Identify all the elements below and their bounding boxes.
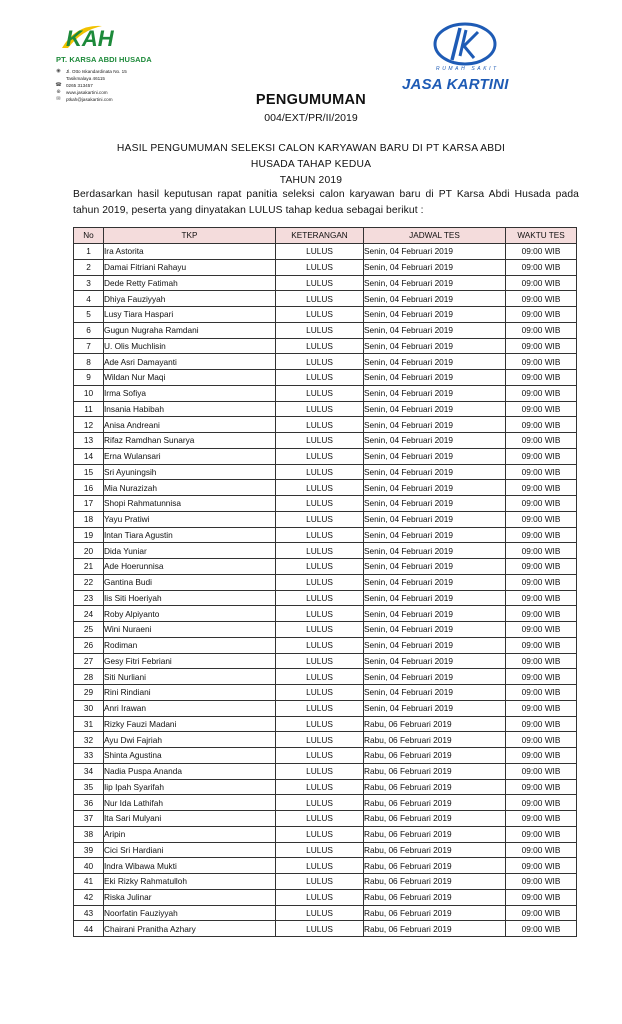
cell-jadwal: Senin, 04 Februari 2019 — [364, 669, 506, 685]
cell-keterangan: LULUS — [276, 448, 364, 464]
kah-logo — [58, 22, 148, 52]
table-row — [74, 574, 577, 590]
cell-name: Ade Hoerunnisa — [104, 559, 276, 575]
cell-waktu: 09:00 WIB — [506, 826, 577, 842]
cell-name: Riska Julinar — [104, 889, 276, 905]
cell-keterangan: LULUS — [276, 322, 364, 338]
cell-waktu: 09:00 WIB — [506, 779, 577, 795]
cell-jadwal: Senin, 04 Februari 2019 — [364, 448, 506, 464]
cell-jadwal: Senin, 04 Februari 2019 — [364, 322, 506, 338]
cell-no: 38 — [74, 826, 104, 842]
table-row — [74, 622, 577, 638]
cell-jadwal: Senin, 04 Februari 2019 — [364, 275, 506, 291]
table-row — [74, 590, 577, 606]
cell-waktu: 09:00 WIB — [506, 637, 577, 653]
cell-waktu: 09:00 WIB — [506, 291, 577, 307]
cell-name: Irma Sofiya — [104, 385, 276, 401]
cell-jadwal: Rabu, 06 Februari 2019 — [364, 826, 506, 842]
cell-no: 16 — [74, 480, 104, 496]
cell-jadwal: Senin, 04 Februari 2019 — [364, 527, 506, 543]
table-row — [74, 307, 577, 323]
cell-keterangan: LULUS — [276, 874, 364, 890]
cell-keterangan: LULUS — [276, 842, 364, 858]
cell-keterangan: LULUS — [276, 511, 364, 527]
cell-waktu: 09:00 WIB — [506, 448, 577, 464]
cell-jadwal: Senin, 04 Februari 2019 — [364, 417, 506, 433]
cell-keterangan: LULUS — [276, 496, 364, 512]
cell-jadwal: Senin, 04 Februari 2019 — [364, 496, 506, 512]
cell-no: 37 — [74, 811, 104, 827]
table-row — [74, 874, 577, 890]
cell-jadwal: Senin, 04 Februari 2019 — [364, 653, 506, 669]
table-row — [74, 496, 577, 512]
cell-name: Lusy Tiara Haspari — [104, 307, 276, 323]
cell-waktu: 09:00 WIB — [506, 685, 577, 701]
cell-jadwal: Rabu, 06 Februari 2019 — [364, 889, 506, 905]
table-row — [74, 637, 577, 653]
cell-keterangan: LULUS — [276, 433, 364, 449]
cell-no: 19 — [74, 527, 104, 543]
cell-name: Ade Asri Damayanti — [104, 354, 276, 370]
table-row — [74, 858, 577, 874]
cell-name: Shinta Agustina — [104, 748, 276, 764]
table-row — [74, 685, 577, 701]
cell-name: Rodiman — [104, 637, 276, 653]
cell-no: 29 — [74, 685, 104, 701]
cell-no: 8 — [74, 354, 104, 370]
cell-name: Nur Ida Lathifah — [104, 795, 276, 811]
results-table — [73, 227, 577, 937]
cell-no: 17 — [74, 496, 104, 512]
cell-waktu: 09:00 WIB — [506, 748, 577, 764]
hospital-name: JASA KARTINI — [402, 76, 509, 93]
cell-keterangan: LULUS — [276, 385, 364, 401]
cell-keterangan: LULUS — [276, 259, 364, 275]
cell-name: Ira Astorita — [104, 244, 276, 260]
cell-no: 21 — [74, 559, 104, 575]
cell-no: 40 — [74, 858, 104, 874]
cell-waktu: 09:00 WIB — [506, 496, 577, 512]
cell-no: 28 — [74, 669, 104, 685]
cell-waktu: 09:00 WIB — [506, 259, 577, 275]
cell-keterangan: LULUS — [276, 338, 364, 354]
cell-waktu: 09:00 WIB — [506, 307, 577, 323]
cell-no: 18 — [74, 511, 104, 527]
cell-no: 43 — [74, 905, 104, 921]
cell-keterangan: LULUS — [276, 732, 364, 748]
cell-keterangan: LULUS — [276, 275, 364, 291]
cell-jadwal: Rabu, 06 Februari 2019 — [364, 811, 506, 827]
cell-name: Noorfatin Fauziyyah — [104, 905, 276, 921]
cell-keterangan: LULUS — [276, 574, 364, 590]
table-row — [74, 606, 577, 622]
cell-jadwal: Senin, 04 Februari 2019 — [364, 700, 506, 716]
cell-name: Indra Wibawa Mukti — [104, 858, 276, 874]
cell-waktu: 09:00 WIB — [506, 275, 577, 291]
cell-keterangan: LULUS — [276, 685, 364, 701]
cell-name: Dede Retty Fatimah — [104, 275, 276, 291]
table-row — [74, 763, 577, 779]
cell-keterangan: LULUS — [276, 779, 364, 795]
cell-waktu: 09:00 WIB — [506, 921, 577, 937]
cell-jadwal: Senin, 04 Februari 2019 — [364, 433, 506, 449]
cell-no: 39 — [74, 842, 104, 858]
table-row — [74, 448, 577, 464]
cell-jadwal: Senin, 04 Februari 2019 — [364, 480, 506, 496]
cell-jadwal: Senin, 04 Februari 2019 — [364, 543, 506, 559]
document-reference: 004/EXT/PR/II/2019 — [264, 112, 358, 124]
jasa-kartini-logo — [430, 22, 500, 66]
table-row — [74, 259, 577, 275]
cell-name: Insania Habibah — [104, 401, 276, 417]
cell-keterangan: LULUS — [276, 291, 364, 307]
cell-name: Siti Nurliani — [104, 669, 276, 685]
cell-waktu: 09:00 WIB — [506, 653, 577, 669]
table-body — [74, 244, 577, 937]
cell-name: Rifaz Ramdhan Sunarya — [104, 433, 276, 449]
cell-jadwal: Senin, 04 Februari 2019 — [364, 354, 506, 370]
cell-jadwal: Senin, 04 Februari 2019 — [364, 574, 506, 590]
cell-waktu: 09:00 WIB — [506, 417, 577, 433]
cell-name: Wini Nuraeni — [104, 622, 276, 638]
cell-no: 7 — [74, 338, 104, 354]
cell-no: 20 — [74, 543, 104, 559]
cell-no: 31 — [74, 716, 104, 732]
cell-name: Eki Rizky Rahmatulloh — [104, 874, 276, 890]
cell-waktu: 09:00 WIB — [506, 700, 577, 716]
table-row — [74, 480, 577, 496]
cell-waktu: 09:00 WIB — [506, 669, 577, 685]
cell-name: Ayu Dwi Fajriah — [104, 732, 276, 748]
cell-no: 30 — [74, 700, 104, 716]
heading-line-2: HUSADA TAHAP KEDUA — [250, 159, 372, 170]
cell-keterangan: LULUS — [276, 244, 364, 260]
contact-address-text: Jl. Otto Iskandardinata No. 15 Tasikmalaya 46115 — [66, 69, 127, 81]
cell-keterangan: LULUS — [276, 811, 364, 827]
cell-keterangan: LULUS — [276, 637, 364, 653]
table-row — [74, 527, 577, 543]
heading-line-3: TAHUN 2019 — [279, 175, 343, 186]
cell-no: 10 — [74, 385, 104, 401]
cell-jadwal: Senin, 04 Februari 2019 — [364, 464, 506, 480]
cell-jadwal: Senin, 04 Februari 2019 — [364, 307, 506, 323]
cell-name: Shopi Rahmatunnisa — [104, 496, 276, 512]
cell-no: 9 — [74, 370, 104, 386]
cell-waktu: 09:00 WIB — [506, 559, 577, 575]
cell-no: 35 — [74, 779, 104, 795]
cell-no: 3 — [74, 275, 104, 291]
cell-jadwal: Senin, 04 Februari 2019 — [364, 338, 506, 354]
cell-no: 1 — [74, 244, 104, 260]
table-row — [74, 732, 577, 748]
column-header-keterangan: KETERANGAN — [276, 228, 364, 244]
cell-waktu: 09:00 WIB — [506, 858, 577, 874]
cell-name: Dida Yuniar — [104, 543, 276, 559]
cell-waktu: 09:00 WIB — [506, 527, 577, 543]
cell-jadwal: Senin, 04 Februari 2019 — [364, 511, 506, 527]
cell-jadwal: Rabu, 06 Februari 2019 — [364, 842, 506, 858]
cell-keterangan: LULUS — [276, 716, 364, 732]
cell-no: 33 — [74, 748, 104, 764]
table-row — [74, 543, 577, 559]
cell-no: 25 — [74, 622, 104, 638]
cell-name: Cici Sri Hardiani — [104, 842, 276, 858]
cell-waktu: 09:00 WIB — [506, 401, 577, 417]
cell-keterangan: LULUS — [276, 921, 364, 937]
cell-no: 36 — [74, 795, 104, 811]
table-row — [74, 370, 577, 386]
cell-name: Iip Ipah Syarifah — [104, 779, 276, 795]
cell-waktu: 09:00 WIB — [506, 732, 577, 748]
cell-keterangan: LULUS — [276, 826, 364, 842]
table-row — [74, 921, 577, 937]
cell-keterangan: LULUS — [276, 763, 364, 779]
cell-name: Chairani Pranitha Azhary — [104, 921, 276, 937]
cell-jadwal: Senin, 04 Februari 2019 — [364, 370, 506, 386]
table-row — [74, 464, 577, 480]
cell-jadwal: Senin, 04 Februari 2019 — [364, 637, 506, 653]
cell-jadwal: Senin, 04 Februari 2019 — [364, 622, 506, 638]
cell-jadwal: Senin, 04 Februari 2019 — [364, 259, 506, 275]
table-row — [74, 433, 577, 449]
cell-name: Dhiya Fauziyyah — [104, 291, 276, 307]
cell-waktu: 09:00 WIB — [506, 905, 577, 921]
globe-icon: ⊕ — [56, 89, 61, 95]
cell-keterangan: LULUS — [276, 527, 364, 543]
cell-waktu: 09:00 WIB — [506, 433, 577, 449]
table-row — [74, 338, 577, 354]
cell-name: Rini Rindiani — [104, 685, 276, 701]
cell-name: Gugun Nugraha Ramdani — [104, 322, 276, 338]
table-row — [74, 669, 577, 685]
cell-waktu: 09:00 WIB — [506, 511, 577, 527]
cell-jadwal: Rabu, 06 Februari 2019 — [364, 905, 506, 921]
cell-no: 15 — [74, 464, 104, 480]
cell-keterangan: LULUS — [276, 700, 364, 716]
cell-name: Roby Alpiyanto — [104, 606, 276, 622]
contact-phone — [55, 82, 127, 89]
contact-website-text: www.jasakartini.com — [66, 90, 108, 95]
cell-keterangan: LULUS — [276, 905, 364, 921]
cell-waktu: 09:00 WIB — [506, 889, 577, 905]
cell-keterangan: LULUS — [276, 307, 364, 323]
cell-jadwal: Senin, 04 Februari 2019 — [364, 291, 506, 307]
table-row — [74, 889, 577, 905]
cell-jadwal: Senin, 04 Februari 2019 — [364, 606, 506, 622]
cell-no: 44 — [74, 921, 104, 937]
cell-name: Yayu Pratiwi — [104, 511, 276, 527]
cell-name: Gantina Budi — [104, 574, 276, 590]
cell-no: 26 — [74, 637, 104, 653]
table-row — [74, 291, 577, 307]
cell-no: 27 — [74, 653, 104, 669]
cell-no: 12 — [74, 417, 104, 433]
cell-keterangan: LULUS — [276, 559, 364, 575]
document-title: PENGUMUMAN — [255, 92, 367, 108]
cell-name: Aripin — [104, 826, 276, 842]
column-header-no: No — [74, 228, 104, 244]
cell-keterangan: LULUS — [276, 795, 364, 811]
table-row — [74, 354, 577, 370]
cell-name: Intan Tiara Agustin — [104, 527, 276, 543]
cell-jadwal: Rabu, 06 Februari 2019 — [364, 874, 506, 890]
cell-jadwal: Rabu, 06 Februari 2019 — [364, 858, 506, 874]
cell-waktu: 09:00 WIB — [506, 811, 577, 827]
cell-name: Rizky Fauzi Madani — [104, 716, 276, 732]
table-row — [74, 779, 577, 795]
cell-waktu: 09:00 WIB — [506, 574, 577, 590]
cell-jadwal: Senin, 04 Februari 2019 — [364, 401, 506, 417]
cell-waktu: 09:00 WIB — [506, 244, 577, 260]
contact-email-text: ptkah@jasakartini.com — [66, 97, 113, 102]
cell-keterangan: LULUS — [276, 669, 364, 685]
cell-name: Damai Fitriani Rahayu — [104, 259, 276, 275]
kah-logo-text: KAH — [66, 26, 114, 51]
cell-waktu: 09:00 WIB — [506, 480, 577, 496]
announcement-heading — [0, 141, 622, 189]
table-row — [74, 700, 577, 716]
cell-waktu: 09:00 WIB — [506, 370, 577, 386]
cell-no: 23 — [74, 590, 104, 606]
cell-waktu: 09:00 WIB — [506, 354, 577, 370]
cell-keterangan: LULUS — [276, 370, 364, 386]
cell-jadwal: Senin, 04 Februari 2019 — [364, 685, 506, 701]
cell-no: 41 — [74, 874, 104, 890]
table-row — [74, 653, 577, 669]
cell-waktu: 09:00 WIB — [506, 874, 577, 890]
column-header-waktu-tes: WAKTU TES — [506, 228, 577, 244]
cell-jadwal: Senin, 04 Februari 2019 — [364, 244, 506, 260]
cell-waktu: 09:00 WIB — [506, 590, 577, 606]
contact-phone-text: 0265 313457 — [66, 83, 93, 88]
cell-name: Sri Ayuningsih — [104, 464, 276, 480]
cell-name: Ita Sari Mulyani — [104, 811, 276, 827]
intro-paragraph: Berdasarkan hasil keputusan rapat panitia seleksi calon karyawan baru di PT Karsa Abdi Husada pada tahun 2019, peserta yang dinyatakan LULUS tahap kedua sebagai berikut : — [73, 189, 579, 216]
cell-jadwal: Senin, 04 Februari 2019 — [364, 559, 506, 575]
cell-jadwal: Rabu, 06 Februari 2019 — [364, 748, 506, 764]
cell-name: Iis Siti Hoeriyah — [104, 590, 276, 606]
cell-no: 5 — [74, 307, 104, 323]
cell-waktu: 09:00 WIB — [506, 716, 577, 732]
logo-stroke-k — [460, 30, 478, 58]
table-row — [74, 322, 577, 338]
cell-no: 13 — [74, 433, 104, 449]
phone-icon: ☎ — [55, 82, 62, 88]
table-row — [74, 244, 577, 260]
table-row — [74, 795, 577, 811]
cell-no: 24 — [74, 606, 104, 622]
table-row — [74, 385, 577, 401]
cell-waktu: 09:00 WIB — [506, 543, 577, 559]
cell-waktu: 09:00 WIB — [506, 606, 577, 622]
cell-keterangan: LULUS — [276, 590, 364, 606]
cell-no: 32 — [74, 732, 104, 748]
cell-keterangan: LULUS — [276, 480, 364, 496]
cell-keterangan: LULUS — [276, 889, 364, 905]
cell-keterangan: LULUS — [276, 354, 364, 370]
table-row — [74, 748, 577, 764]
heading-line-1: HASIL PENGUMUMAN SELEKSI CALON KARYAWAN BARU DI PT KARSA ABDI — [116, 143, 506, 154]
mail-icon: ✉ — [56, 96, 61, 102]
table-header-row — [74, 228, 577, 244]
cell-keterangan: LULUS — [276, 417, 364, 433]
hospital-subtitle: RUMAH SAKIT — [436, 66, 499, 72]
table-row — [74, 905, 577, 921]
cell-keterangan: LULUS — [276, 606, 364, 622]
cell-no: 6 — [74, 322, 104, 338]
cell-no: 34 — [74, 763, 104, 779]
location-icon: ◉ — [56, 68, 61, 74]
cell-keterangan: LULUS — [276, 858, 364, 874]
cell-jadwal: Senin, 04 Februari 2019 — [364, 385, 506, 401]
cell-waktu: 09:00 WIB — [506, 322, 577, 338]
cell-name: U. Olis Muchlisin — [104, 338, 276, 354]
cell-no: 42 — [74, 889, 104, 905]
cell-jadwal: Rabu, 06 Februari 2019 — [364, 779, 506, 795]
table-row — [74, 417, 577, 433]
cell-no: 14 — [74, 448, 104, 464]
company-name: PT. KARSA ABDI HUSADA — [56, 55, 152, 64]
table-row — [74, 826, 577, 842]
cell-name: Erna Wulansari — [104, 448, 276, 464]
column-header-tkp: TKP — [104, 228, 276, 244]
table-row — [74, 401, 577, 417]
cell-waktu: 09:00 WIB — [506, 842, 577, 858]
contact-address — [55, 68, 127, 82]
cell-waktu: 09:00 WIB — [506, 622, 577, 638]
cell-keterangan: LULUS — [276, 748, 364, 764]
cell-jadwal: Rabu, 06 Februari 2019 — [364, 732, 506, 748]
table-row — [74, 842, 577, 858]
cell-waktu: 09:00 WIB — [506, 464, 577, 480]
table-row — [74, 275, 577, 291]
cell-no: 11 — [74, 401, 104, 417]
cell-keterangan: LULUS — [276, 653, 364, 669]
column-header-jadwal-tes: JADWAL TES — [364, 228, 506, 244]
cell-name: Wildan Nur Maqi — [104, 370, 276, 386]
table-row — [74, 811, 577, 827]
cell-no: 2 — [74, 259, 104, 275]
cell-jadwal: Senin, 04 Februari 2019 — [364, 590, 506, 606]
table-row — [74, 559, 577, 575]
cell-waktu: 09:00 WIB — [506, 763, 577, 779]
cell-keterangan: LULUS — [276, 401, 364, 417]
cell-keterangan: LULUS — [276, 543, 364, 559]
cell-waktu: 09:00 WIB — [506, 338, 577, 354]
cell-waktu: 09:00 WIB — [506, 795, 577, 811]
cell-no: 4 — [74, 291, 104, 307]
cell-jadwal: Rabu, 06 Februari 2019 — [364, 795, 506, 811]
cell-keterangan: LULUS — [276, 622, 364, 638]
table-row — [74, 716, 577, 732]
cell-name: Anri Irawan — [104, 700, 276, 716]
cell-jadwal: Rabu, 06 Februari 2019 — [364, 763, 506, 779]
cell-name: Nadia Puspa Ananda — [104, 763, 276, 779]
cell-name: Mia Nurazizah — [104, 480, 276, 496]
cell-name: Gesy Fitri Febriani — [104, 653, 276, 669]
table-row — [74, 511, 577, 527]
cell-name: Anisa Andreani — [104, 417, 276, 433]
cell-keterangan: LULUS — [276, 464, 364, 480]
cell-jadwal: Rabu, 06 Februari 2019 — [364, 716, 506, 732]
cell-jadwal: Rabu, 06 Februari 2019 — [364, 921, 506, 937]
cell-waktu: 09:00 WIB — [506, 385, 577, 401]
cell-no: 22 — [74, 574, 104, 590]
